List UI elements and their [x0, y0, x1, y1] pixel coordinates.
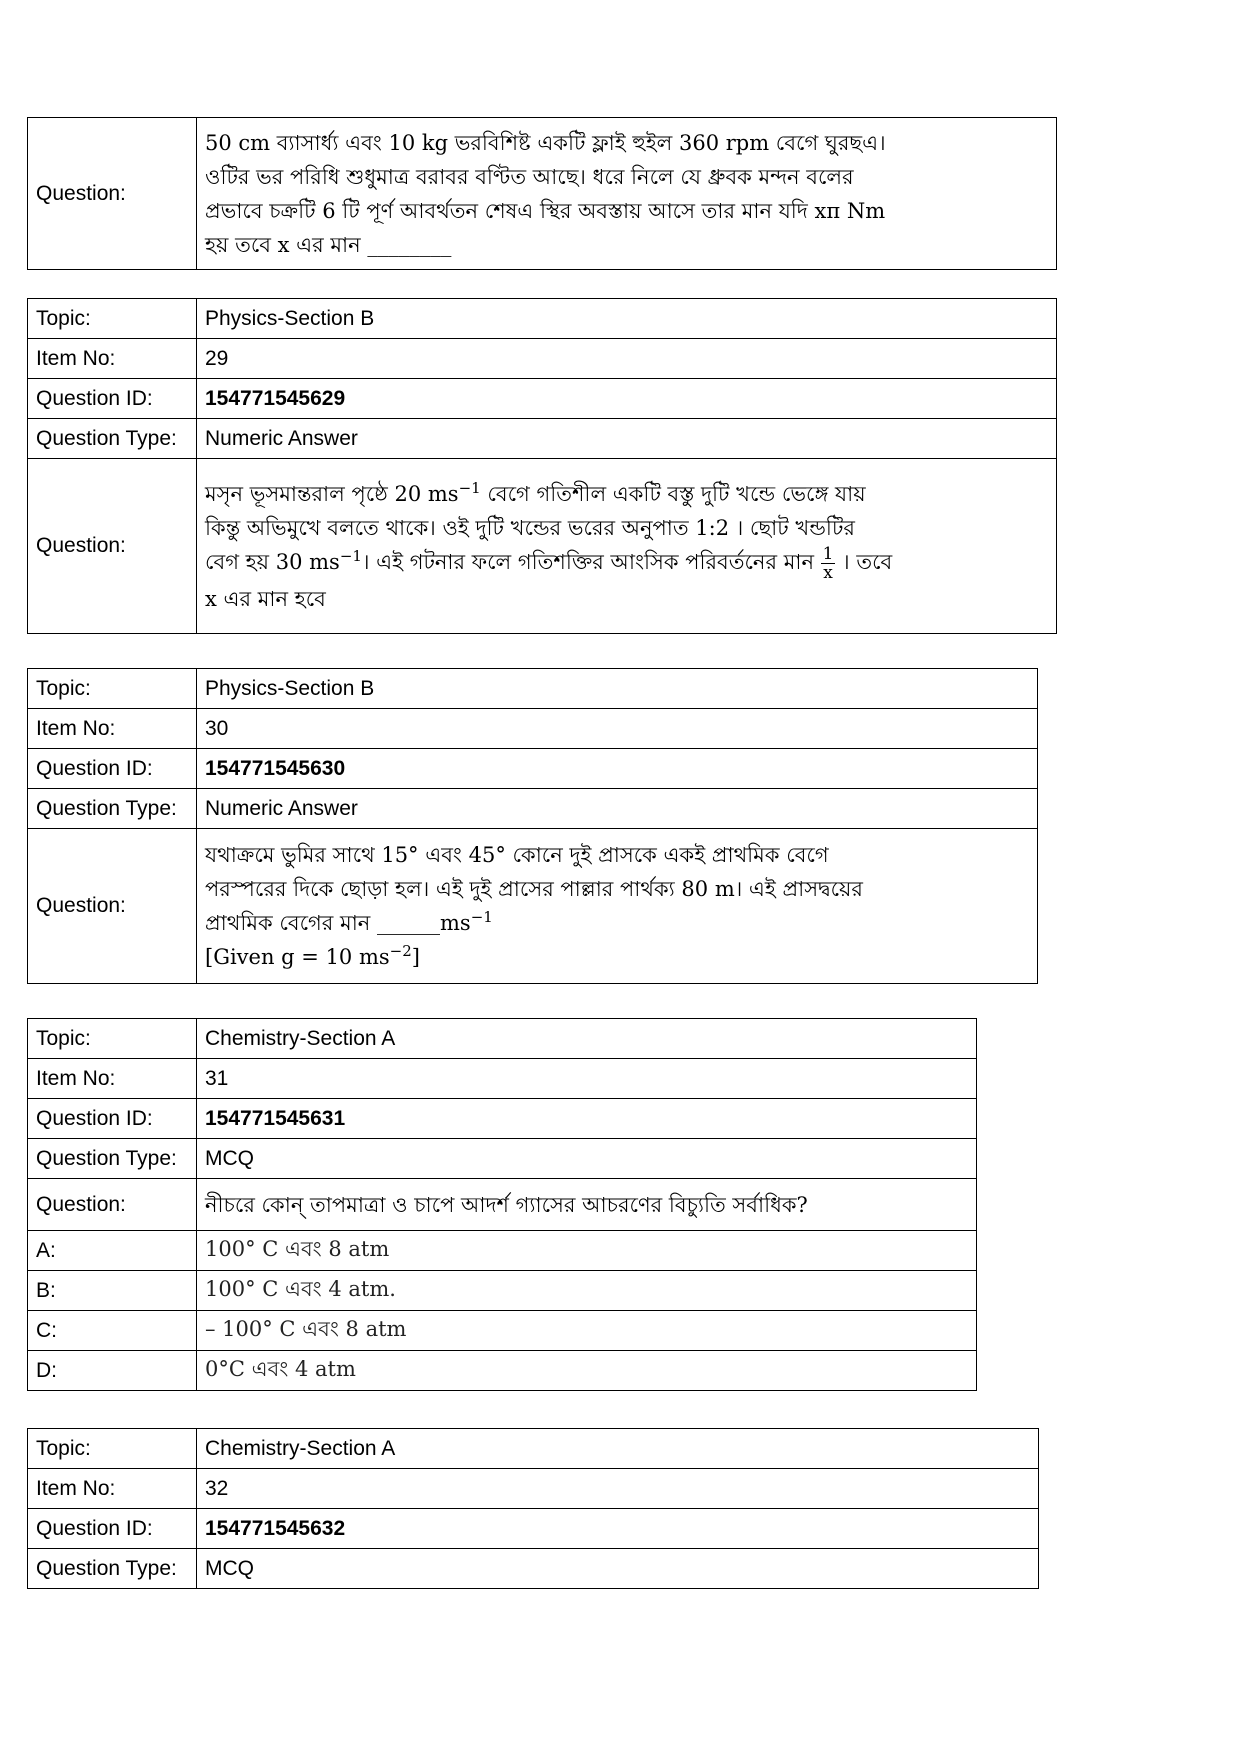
- question-line: [205, 940, 1029, 974]
- question-type-value: Numeric Answer: [197, 789, 1038, 829]
- question-id-value: 154771545630: [197, 749, 1038, 789]
- topic-label: Topic:: [28, 669, 197, 709]
- text-run: । তবে: [835, 549, 893, 574]
- question-id-label: Question ID:: [28, 1509, 197, 1549]
- topic-value: Chemistry-Section A: [197, 1429, 1039, 1469]
- question-label: Question:: [28, 829, 197, 984]
- superscript: −1: [458, 478, 481, 497]
- question-line: যথাক্রমে ভুমির সাথে 15° এবং 45° কোনে দুই প্রাসকে একই প্রাথমিক বেগে: [205, 843, 829, 867]
- question-line: প্রভাবে চক্রটি 6 টি পূর্ণ আবর্থতন শেষএ স্থির অবস্তায় আসে তার মান যদি xπ Nm: [205, 198, 886, 223]
- text-run: ]: [411, 945, 420, 969]
- option-a-label: A:: [28, 1231, 197, 1271]
- question-line: কিন্তু অভিমুখে বলতে থাকে। ওই দুটি খন্ডের ভরের অনুপাত 1:2 । ছোট খন্ডটির: [205, 515, 855, 540]
- question-id-value: 154771545631: [197, 1099, 977, 1139]
- question-line: [205, 477, 1048, 511]
- question-type-label: Question Type:: [28, 789, 197, 829]
- question-text: [197, 118, 1057, 270]
- question-id-label: Question ID:: [28, 379, 197, 419]
- question-line: [205, 906, 1029, 940]
- question-id-label: Question ID:: [28, 1099, 197, 1139]
- topic-value: Physics-Section B: [197, 299, 1057, 339]
- text-run: । এই গটনার ফলে গতিশক্তির আংসিক পরিবর্তনের মান: [361, 549, 821, 574]
- fraction: [821, 545, 836, 582]
- text-run: বেগ হয় 30 ms: [205, 549, 340, 574]
- question-line: পরস্পরের দিকে ছোড়া হল। এই দুই প্রাসের পাল্লার পার্থক্য 80 m। এই প্রাসদ্বয়ের: [205, 877, 863, 901]
- option-c-text: – 100° C এবং 8 atm: [197, 1311, 977, 1351]
- item-no-value: 29: [197, 339, 1057, 379]
- question-line: হয় তবে x এর মান ________: [205, 232, 452, 257]
- topic-label: Topic:: [28, 299, 197, 339]
- superscript: −1: [339, 546, 362, 565]
- option-c-label: C:: [28, 1311, 197, 1351]
- option-d-text: 0°C এবং 4 atm: [197, 1351, 977, 1391]
- question-text: [197, 459, 1057, 634]
- question-table-30: [27, 668, 1038, 984]
- question-label: Question:: [28, 118, 197, 270]
- item-no-value: 31: [197, 1059, 977, 1099]
- question-type-label: Question Type:: [28, 1549, 197, 1589]
- question-line: x এর মান হবে: [205, 586, 326, 611]
- item-no-label: Item No:: [28, 1059, 197, 1099]
- question-type-value: MCQ: [197, 1549, 1039, 1589]
- option-a-text: 100° C এবং 8 atm: [197, 1231, 977, 1271]
- text-run: মসৃন ভূসমান্তরাল পৃষ্ঠে 20 ms: [205, 481, 459, 506]
- question-table-29: [27, 298, 1057, 634]
- question-label: Question:: [28, 459, 197, 634]
- item-no-label: Item No:: [28, 339, 197, 379]
- topic-label: Topic:: [28, 1019, 197, 1059]
- option-d-label: D:: [28, 1351, 197, 1391]
- question-label: Question:: [28, 1179, 197, 1231]
- text-run: [Given g = 10 ms: [205, 945, 390, 969]
- text-run: প্রাথমিক বেগের মান ______ms: [205, 911, 471, 935]
- question-text: [197, 829, 1038, 984]
- question-line: ওটির ভর পরিধি শুধুমাত্র বরাবর বণ্টিত আছে। ধরে নিলে যে ধ্রুবক মন্দন বলের: [205, 164, 854, 189]
- question-type-value: Numeric Answer: [197, 419, 1057, 459]
- topic-label: Topic:: [28, 1429, 197, 1469]
- item-no-value: 30: [197, 709, 1038, 749]
- question-type-label: Question Type:: [28, 419, 197, 459]
- question-id-value: 154771545632: [197, 1509, 1039, 1549]
- question-text: নীচরে কোন্ তাপমাত্রা ও চাপে আদর্শ গ্যাসের আচরণের বিচ্যুতি সর্বাধিক?: [197, 1179, 977, 1231]
- question-line: [205, 545, 1048, 582]
- question-type-value: MCQ: [197, 1139, 977, 1179]
- topic-value: Chemistry-Section A: [197, 1019, 977, 1059]
- item-no-label: Item No:: [28, 1469, 197, 1509]
- question-id-label: Question ID:: [28, 749, 197, 789]
- question-type-label: Question Type:: [28, 1139, 197, 1179]
- text-run: বেগে গতিশীল একটি বস্তু দুটি খন্ডে ভেঙ্গে যায়: [480, 481, 866, 506]
- item-no-value: 32: [197, 1469, 1039, 1509]
- question-id-value: 154771545629: [197, 379, 1057, 419]
- superscript: −2: [389, 942, 412, 960]
- option-b-label: B:: [28, 1271, 197, 1311]
- item-no-label: Item No:: [28, 709, 197, 749]
- fraction-denominator: x: [823, 562, 833, 583]
- topic-value: Physics-Section B: [197, 669, 1038, 709]
- superscript: −1: [470, 908, 493, 926]
- fraction-numerator: 1: [822, 543, 834, 564]
- question-table-28: [27, 117, 1057, 270]
- question-line: 50 cm ব্যাসার্ধ্য এবং 10 kg ভরবিশিষ্ট একটি ফ্লাই হুইল 360 rpm বেগে ঘুরছএ।: [205, 130, 886, 155]
- option-b-text: 100° C এবং 4 atm.: [197, 1271, 977, 1311]
- question-table-32: [27, 1428, 1039, 1589]
- question-table-31: [27, 1018, 977, 1391]
